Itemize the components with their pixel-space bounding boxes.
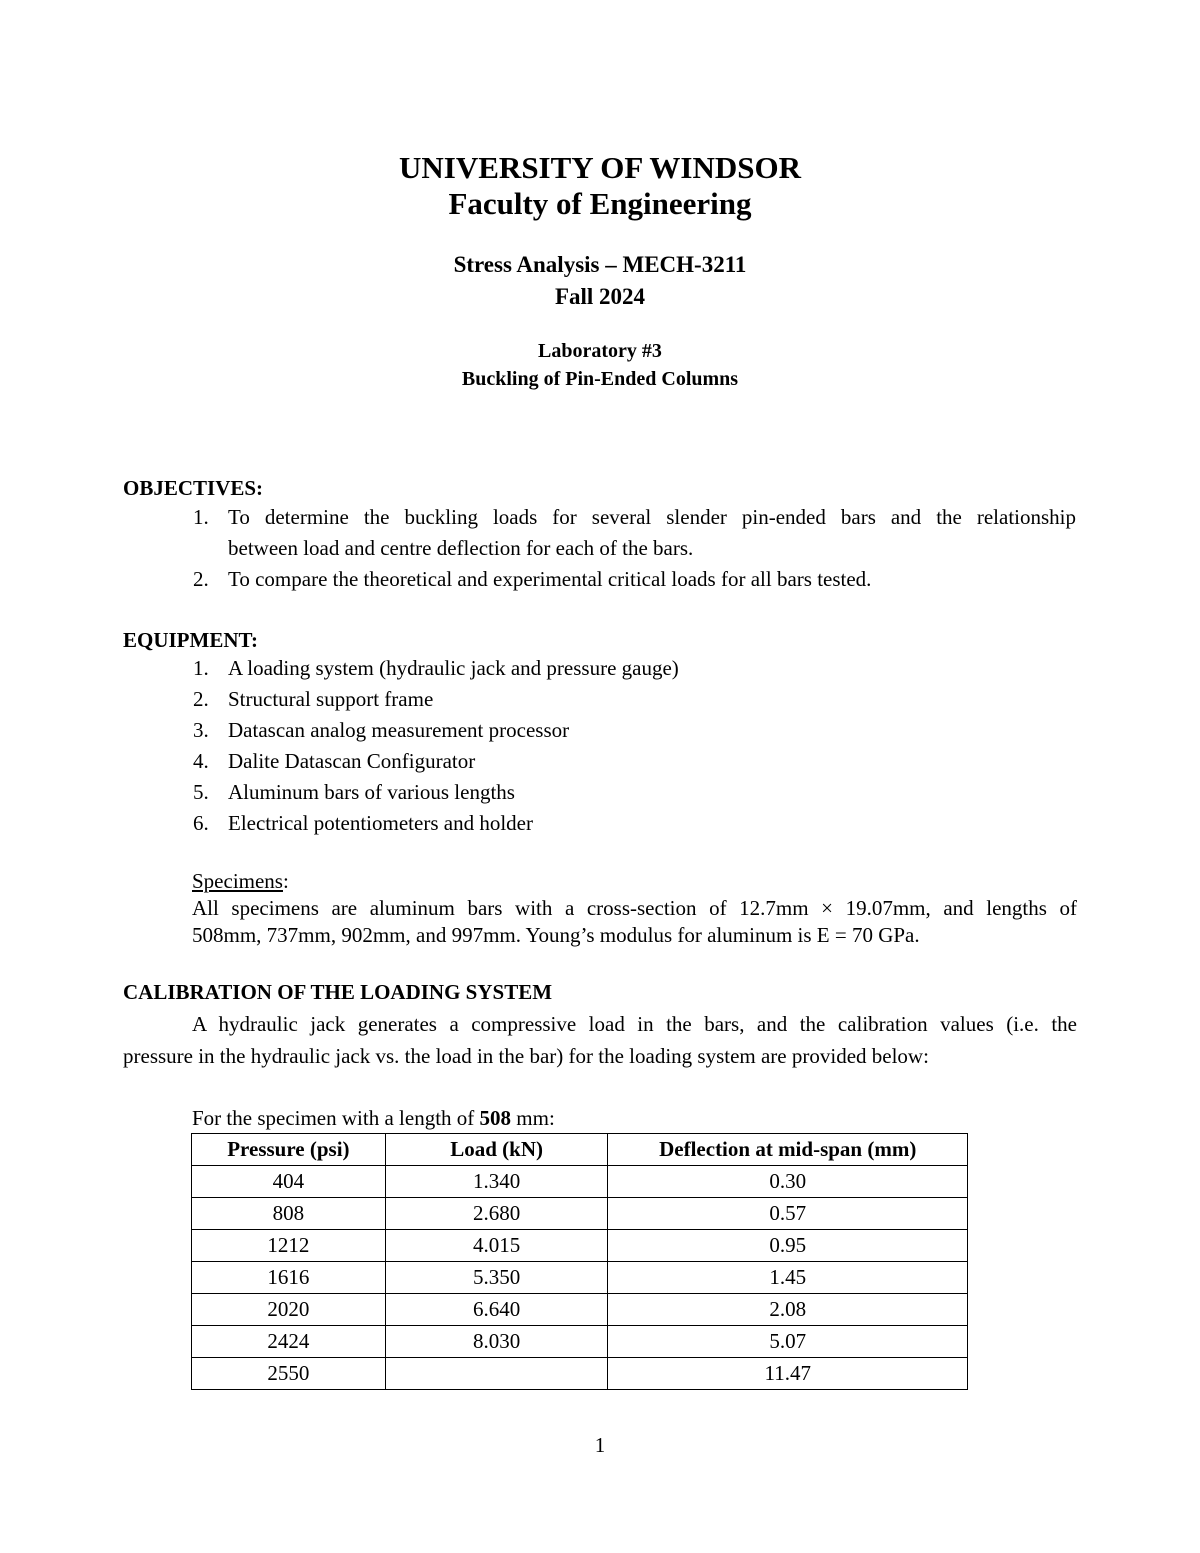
- deflection-cell: 1.45: [608, 1262, 968, 1294]
- lab-number: Laboratory #3: [538, 340, 662, 362]
- specimens-line-1: All specimens are aluminum bars with a cross-section of 12.7mm × 19.07mm, and lengths of: [192, 896, 1077, 920]
- column-header-deflection: Deflection at mid-span (mm): [608, 1134, 968, 1166]
- list-number: 4.: [193, 749, 209, 773]
- equipment-text: Aluminum bars of various lengths: [228, 780, 515, 804]
- calibration-heading: CALIBRATION OF THE LOADING SYSTEM: [123, 980, 553, 1004]
- page-number: 1: [594, 1433, 606, 1457]
- equipment-item: [193, 777, 893, 808]
- table-row: [192, 1230, 968, 1262]
- table-row: [192, 1166, 968, 1198]
- equipment-item: [193, 684, 893, 715]
- pressure-cell: 1212: [192, 1230, 386, 1262]
- load-cell: 5.350: [385, 1262, 608, 1294]
- equipment-text: Electrical potentiometers and holder: [228, 811, 533, 835]
- table-row: [192, 1262, 968, 1294]
- lab-title: Buckling of Pin-Ended Columns: [461, 368, 739, 390]
- table-row: [192, 1294, 968, 1326]
- specimens-colon: :: [282, 869, 289, 893]
- equipment-text: Dalite Datascan Configurator: [228, 749, 476, 773]
- list-number: 2.: [193, 687, 209, 711]
- table-caption: [192, 1103, 555, 1134]
- equipment-item: [193, 653, 893, 684]
- equipment-text: A loading system (hydraulic jack and pressure gauge): [228, 656, 679, 680]
- deflection-cell: 0.95: [608, 1230, 968, 1262]
- list-number: 5.: [193, 780, 209, 804]
- list-number: 1.: [193, 656, 209, 680]
- pressure-cell: 2424: [192, 1326, 386, 1358]
- deflection-cell: 0.30: [608, 1166, 968, 1198]
- pressure-cell: 404: [192, 1166, 386, 1198]
- objective-text-line-1: To determine the buckling loads for several slender pin-ended bars and the relationship: [228, 505, 1076, 529]
- load-cell: [385, 1358, 608, 1390]
- deflection-cell: 0.57: [608, 1198, 968, 1230]
- calibration-line-2: pressure in the hydraulic jack vs. the load in the bar) for the loading system are provided below:: [123, 1044, 929, 1068]
- pressure-cell: 2020: [192, 1294, 386, 1326]
- column-header-load: Load (kN): [385, 1134, 608, 1166]
- objective-item-1: [193, 502, 1078, 564]
- caption-length: 508: [479, 1106, 512, 1130]
- table-row: [192, 1326, 968, 1358]
- term: Fall 2024: [554, 284, 646, 309]
- faculty-name: Faculty of Engineering: [448, 186, 752, 221]
- list-number: 3.: [193, 718, 209, 742]
- deflection-cell: 11.47: [608, 1358, 968, 1390]
- load-cell: 2.680: [385, 1198, 608, 1230]
- list-number: 2.: [193, 567, 209, 591]
- university-name: UNIVERSITY OF WINDSOR: [399, 150, 801, 185]
- equipment-item: [193, 808, 893, 839]
- equipment-heading: EQUIPMENT:: [123, 628, 258, 652]
- course-title: Stress Analysis – MECH-3211: [453, 252, 747, 277]
- table-row: [192, 1358, 968, 1390]
- pressure-cell: 1616: [192, 1262, 386, 1294]
- objective-text-line-2: between load and centre deflection for each of the bars.: [228, 536, 694, 560]
- objective-item-2: [193, 564, 1078, 595]
- calibration-line-1: A hydraulic jack generates a compressive load in the bars, and the calibration values (i.e. the: [192, 1012, 1077, 1036]
- list-number: 1.: [193, 505, 209, 529]
- table-header-row: [192, 1134, 968, 1166]
- load-cell: 8.030: [385, 1326, 608, 1358]
- caption-unit: mm:: [511, 1106, 555, 1130]
- equipment-item: [193, 746, 893, 777]
- calibration-table: [191, 1133, 968, 1390]
- load-cell: 1.340: [385, 1166, 608, 1198]
- load-cell: 6.640: [385, 1294, 608, 1326]
- pressure-cell: 2550: [192, 1358, 386, 1390]
- caption-text: For the specimen with a length of: [192, 1106, 480, 1130]
- list-number: 6.: [193, 811, 209, 835]
- objective-text: To compare the theoretical and experimental critical loads for all bars tested.: [228, 567, 872, 591]
- objectives-heading: OBJECTIVES:: [123, 476, 264, 500]
- column-header-pressure: Pressure (psi): [192, 1134, 386, 1166]
- deflection-cell: 5.07: [608, 1326, 968, 1358]
- specimens-line-2: 508mm, 737mm, 902mm, and 997mm. Young’s modulus for aluminum is E = 70 GPa.: [192, 923, 920, 947]
- load-cell: 4.015: [385, 1230, 608, 1262]
- deflection-cell: 2.08: [608, 1294, 968, 1326]
- equipment-text: Datascan analog measurement processor: [228, 718, 570, 742]
- equipment-text: Structural support frame: [228, 687, 434, 711]
- table-row: [192, 1198, 968, 1230]
- equipment-item: [193, 715, 893, 746]
- specimens-label-text: Specimens: [192, 869, 283, 893]
- pressure-cell: 808: [192, 1198, 386, 1230]
